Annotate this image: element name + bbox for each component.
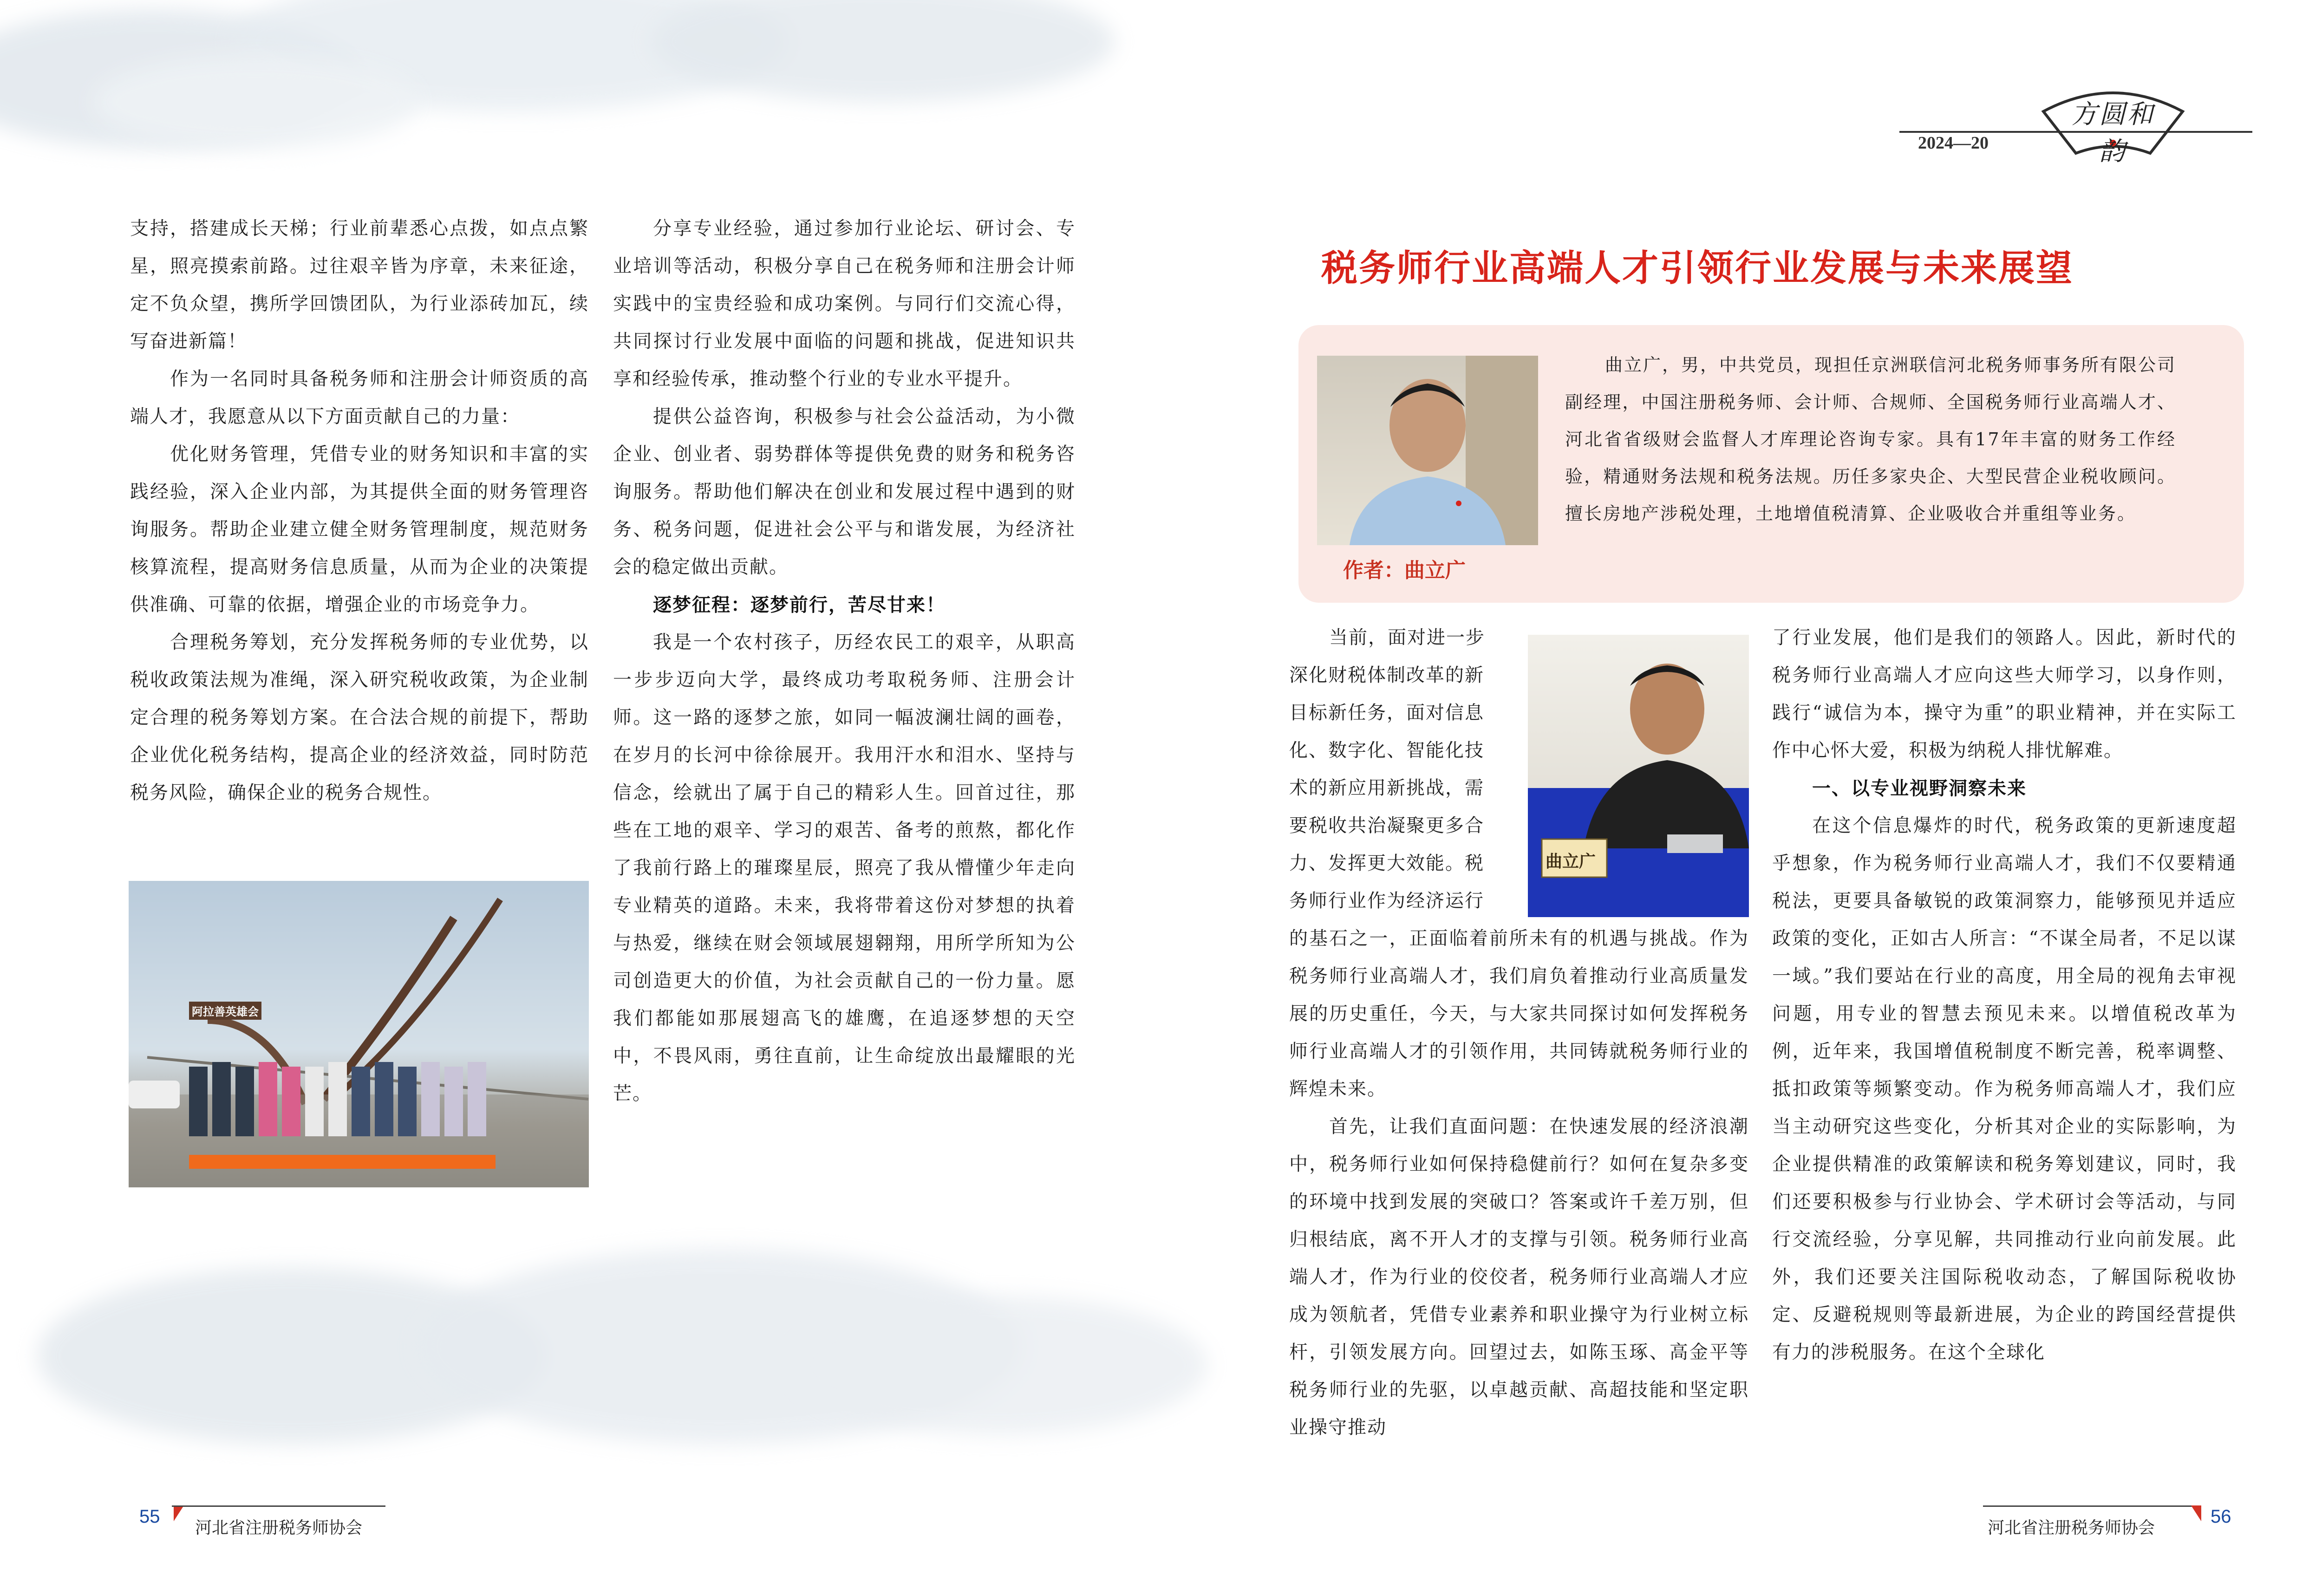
footer-org: 河北省注册税务师协会	[1988, 1518, 2155, 1537]
footer-red-mark	[2191, 1505, 2201, 1521]
paragraph-line: 目标新任务，面对信息	[1289, 702, 1484, 723]
paragraph-line: 化、数字化、智能化技	[1289, 740, 1484, 761]
footer-left	[139, 1505, 390, 1542]
paragraph-line: 务师行业作为经济运行	[1289, 890, 1484, 912]
author-label: 作者：曲立广	[1343, 559, 1466, 582]
author-bio-box	[1298, 325, 2244, 603]
footer-right	[1983, 1505, 2252, 1542]
footer-rule	[1983, 1505, 2201, 1507]
paragraph-line: 当前，面对进一步	[1329, 627, 1485, 648]
paragraph-line: 深化财税体制改革的新	[1289, 664, 1484, 686]
paragraph: 在这个信息爆炸的时代，税务政策的更新速度超乎想象，作为税务师行业高端人才，我们不仅要精通税法，更要具备敏锐的政策洞察力，能够预见并适应政策的变化，正如古人所言：“不谋全局者，不足以谋一域。”我们要站在行业的高度，用全局的视角去审视问题，用专业的智慧去预见未来。以增值税改革为例，近年来，我国增值税制度不断完善，税率调整、抵扣政策等频繁变动。作为税务师高端人才，我们应当主动研究这些变化，分析其对企业的实际影响，为企业提供精准的政策解读和税务筹划建议，同时，我们还要积极参与行业协会、学术研讨会等活动，与同行交流经验，分享见解，共同推动行业向前发展。此外，我们还要关注国际税收动态，了解国际税收协定、反避税规则等最新进展，为企业的跨国经营提供有力的涉税服务。在这个全球化	[1772, 815, 2237, 1363]
brand-logo-text: 方圆和韵	[2071, 99, 2155, 167]
paragraph: 的基石之一，正面临着前所未有的机遇与挑战。作为税务师行业高端人才，我们肩负着推动行业高质量发展的历史重任，今天，与大家共同探讨如何发挥税务师行业高端人才的引领作用，共同铸就税务师行业的辉煌未来。	[1289, 928, 1749, 1100]
right-column-1	[1289, 920, 1749, 1446]
paragraph: 合理税务筹划，充分发挥税务师的专业优势，以税收政策法规为准绳，深入研究税收政策，为企业制定合理的税务筹划方案。在合法合规的前提下，帮助企业优化税务结构，提高企业的经济效益，同时防范税务风险，确保企业的税务合规性。	[130, 632, 589, 803]
bottom-mountain-decoration	[0, 1231, 1189, 1509]
footer-org: 河北省注册税务师协会	[195, 1518, 363, 1537]
brand-logo	[2034, 79, 2192, 167]
photo-nameplate: 曲立广	[1546, 852, 1596, 871]
paragraph: 首先，让我们直面问题：在快速发展的经济浪潮中，税务师行业如何保持稳健前行？如何在复杂多变的环境中找到发展的突破口？答案或许千差万别，但归根结底，离不开人才的支撑与引领。税务师行业高端人才，作为行业的佼佼者，税务师行业高端人才应成为领航者，凭借专业素养和职业操守为行业树立标杆，引领发展方向。回望过去，如陈玉琢、高金平等税务师行业的先驱，以卓越贡献、高超技能和坚定职业操守推动	[1289, 1116, 1749, 1438]
page-number: 55	[139, 1506, 160, 1527]
people-group	[184, 1048, 519, 1173]
speaker-photo	[1528, 635, 1749, 917]
article-title: 税务师行业高端人才引领行业发展与未来展望	[1321, 247, 2074, 289]
left-column-2	[613, 210, 1076, 1113]
left-column-1	[130, 210, 589, 812]
paragraph: 支持，搭建成长天梯；行业前辈悉心点拨，如点点繁星，照亮摸索前路。过往艰辛皆为序章，未来征途，定不负众望，携所学回馈团队，为行业添砖加瓦，续写奋进新篇！	[130, 218, 589, 352]
paragraph: 了行业发展，他们是我们的领路人。因此，新时代的税务师行业高端人才应向这些大师学习，以身作则，践行“诚信为本，操守为重”的职业精神，并在实际工作中心怀大爱，积极为纳税人排忧解难。	[1772, 627, 2237, 761]
footer-rule	[172, 1505, 385, 1507]
paragraph: 作为一名同时具备税务师和注册会计师资质的高端人才，我愿意从以下方面贡献自己的力量：	[130, 368, 589, 427]
section-heading: 一、以专业视野洞察未来	[1812, 777, 2027, 799]
paragraph-line: 要税收共治凝聚更多合	[1289, 815, 1484, 836]
paragraph: 分享专业经验，通过参加行业论坛、研讨会、专业培训等活动，积极分享自己在税务师和注册会计师实践中的宝贵经验和成功案例。与同行们交流心得，共同探讨行业发展中面临的问题和挑战，促进知识共享和经验传承，推动整个行业的专业水平提升。	[613, 218, 1076, 390]
top-mountain-decoration	[0, 0, 1189, 195]
paragraph-line: 力、发挥更大效能。税	[1289, 853, 1484, 874]
photo-sign-text: 阿拉善英雄会	[189, 1002, 261, 1020]
author-bio: 曲立广，男，中共党员，现担任京洲联信河北税务师事务所有限公司副经理，中国注册税务师、会计师、合规师、全国税务师行业高端人才、河北省省级财会监督人才库理论咨询专家。具有17年丰富的财务工作经验，精通财务法规和税务法规。历任多家央企、大型民营企业税收顾问。擅长房地产涉税处理，土地增值税清算、企业吸收合并重组等业务。	[1565, 355, 2177, 524]
right-column-1-narrow	[1289, 619, 1507, 920]
paragraph-line: 术的新应用新挑战，需	[1289, 777, 1484, 799]
group-photo	[129, 881, 589, 1187]
paragraph: 优化财务管理，凭借专业的财务知识和丰富的实践经验，深入企业内部，为其提供全面的财务管理咨询服务。帮助企业建立健全财务管理制度，规范财务核算流程，提高财务信息质量，从而为企业的决策提供准确、可靠的依据，增强企业的市场竞争力。	[130, 443, 589, 615]
author-photo	[1317, 356, 1538, 545]
page-number: 56	[2211, 1506, 2231, 1527]
paragraph: 我是一个农村孩子，历经农民工的艰辛，从职高一步步迈向大学，最终成功考取税务师、注册会计师。这一路的逐梦之旅，如同一幅波澜壮阔的画卷，在岁月的长河中徐徐展开。我用汗水和泪水、坚持与信念，绘就出了属于自己的精彩人生。回首过往，那些在工地的艰辛、学习的艰苦、备考的煎熬，都化作了我前行路上的璀璨星辰，照亮了我从懵懂少年走向专业精英的道路。未来，我将带着这份对梦想的执着与热爱，继续在财会领域展翅翱翔，用所学所知为公司创造更大的价值，为社会贡献自己的一份力量。愿我们都能如那展翅高飞的雄鹰，在追逐梦想的天空中，不畏风雨，勇往直前，让生命绽放出最耀眼的光芒。	[613, 632, 1076, 1104]
section-heading: 逐梦征程：逐梦前行，苦尽甘来！	[653, 594, 946, 616]
paragraph: 提供公益咨询，积极参与社会公益活动，为小微企业、创业者、弱势群体等提供免费的财务和税务咨询服务。帮助他们解决在创业和发展过程中遇到的财务、税务问题，促进社会公平与和谐发展，为经济社会的稳定做出贡献。	[613, 406, 1076, 578]
footer-red-mark	[174, 1505, 184, 1521]
issue-label: 2024—20	[1918, 133, 1989, 153]
right-column-2	[1772, 619, 2237, 1371]
